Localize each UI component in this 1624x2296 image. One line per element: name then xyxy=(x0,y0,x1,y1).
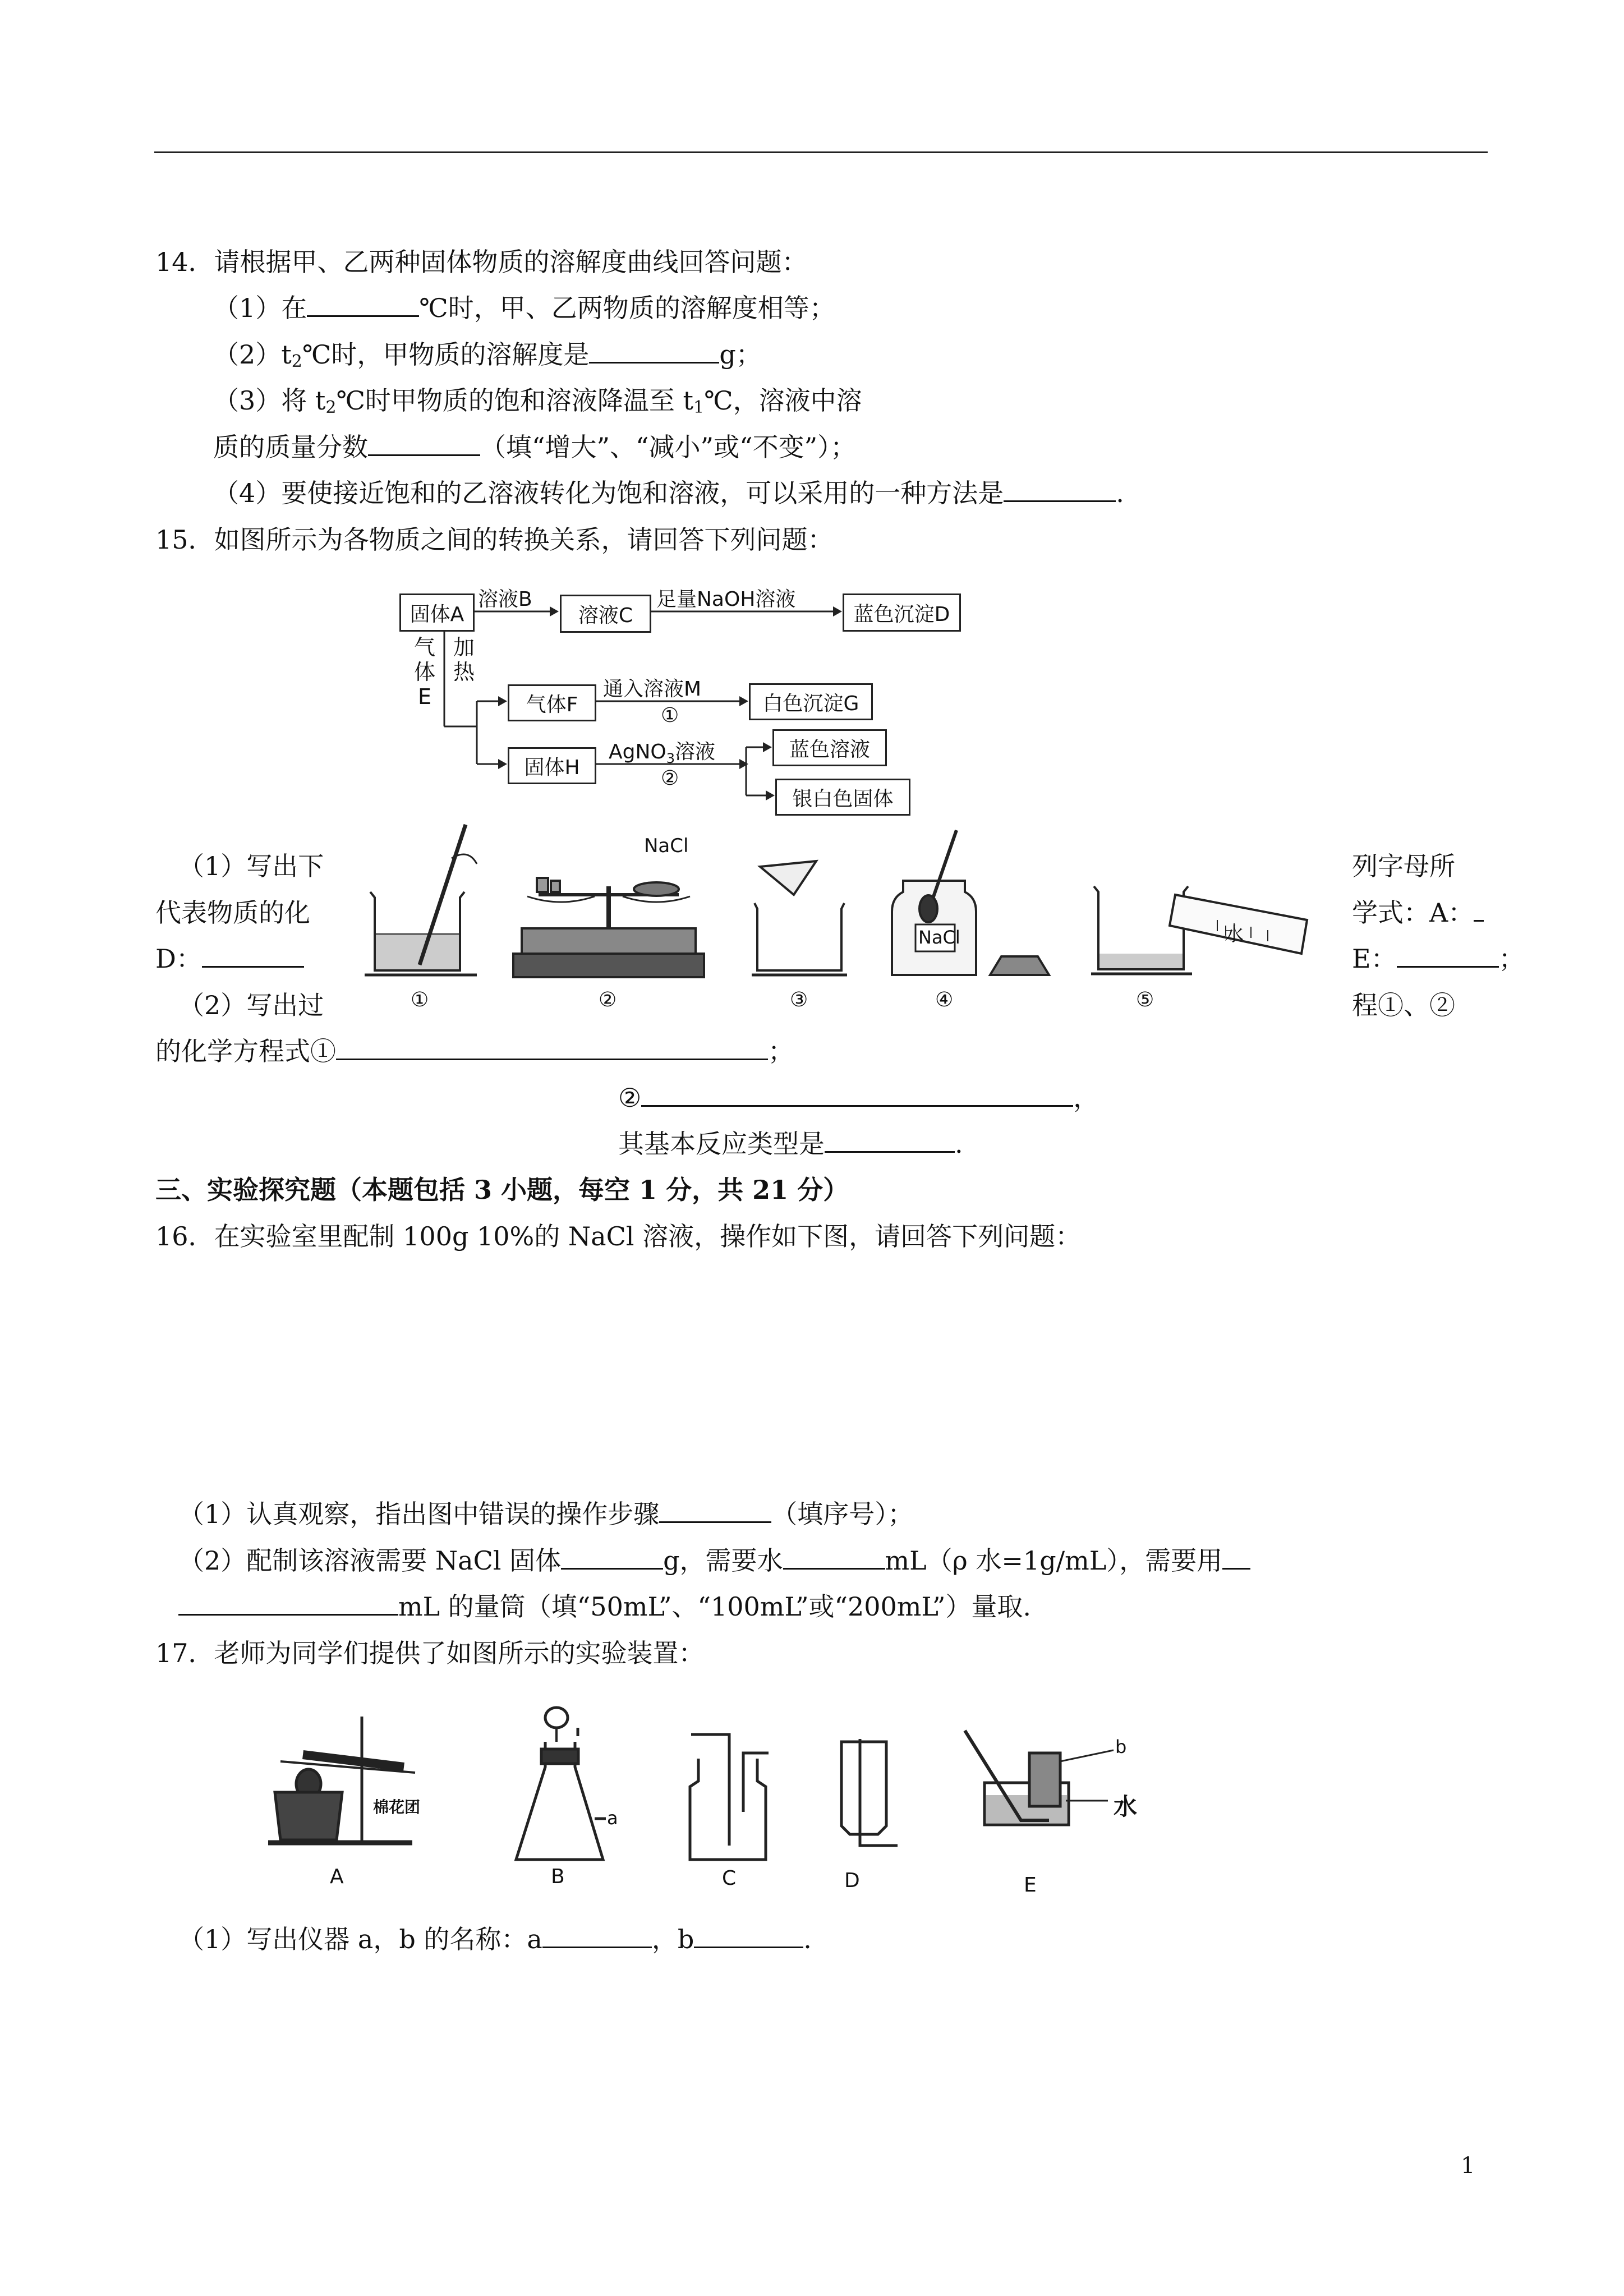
q14-part2: $(2)t_2℃$时，甲物质的溶解度是 g； xyxy=(213,339,762,371)
q16-stem: 16．在实验室里配制 100g 10%的 NaCl 溶液，操作如下图，请回答下列问题： xyxy=(155,1221,1082,1251)
section-3-heading: 三、实验探究题（本题包括 3 小题，每空 1 分，共 21 分） xyxy=(155,1175,849,1205)
label-instrument-a: a xyxy=(607,1807,618,1829)
box-white-precipitate-g: 白色沉淀G xyxy=(749,683,873,720)
label-solution-b: 溶液B xyxy=(478,588,532,611)
q15-row2-right: 学式：A： xyxy=(1352,896,1484,929)
label-naoh: 足量NaOH溶液 xyxy=(656,588,796,611)
q15-row1-right: 列字母所 xyxy=(1352,851,1455,881)
label-step1: ① xyxy=(661,704,679,727)
label-apparatus-d: D xyxy=(844,1869,860,1892)
label-gas-e: 气 体 E xyxy=(413,635,435,709)
box-solid-h: 固体H xyxy=(508,747,596,784)
step-number-1: ① xyxy=(411,988,429,1011)
label-apparatus-c: C xyxy=(722,1867,737,1890)
q15-row7: 其基本反应类型是 . xyxy=(618,1129,963,1159)
step-number-4: ④ xyxy=(935,988,954,1011)
q14-part1: （1）在 ℃时，甲、乙两物质的溶解度相等； xyxy=(213,293,835,323)
label-water-e: 水 xyxy=(1114,1793,1138,1820)
answer-blank[interactable] xyxy=(694,1924,803,1948)
q15-row4-left: （2）写出过 xyxy=(178,990,324,1020)
label-agno3: AgNO$_3$溶液 xyxy=(609,740,716,767)
label-water: 水 xyxy=(1225,923,1244,946)
q15-row1-left: （1）写出下 xyxy=(178,851,324,881)
label-heat: 加 热 xyxy=(453,635,475,684)
label-nacl-bottle: NaCl xyxy=(918,927,960,948)
label-nacl-top: NaCl xyxy=(644,835,689,857)
box-blue-solution: 蓝色溶液 xyxy=(772,729,887,766)
label-instrument-b: b xyxy=(1115,1736,1127,1757)
label-into-m: 通入溶液M xyxy=(603,678,702,701)
label-cotton: 棉花团 xyxy=(373,1798,421,1816)
label-apparatus-a: A xyxy=(330,1865,344,1888)
q15-row4-right: 程①、② xyxy=(1352,990,1455,1020)
q15-row2-left: 代表物质的化 xyxy=(155,898,310,928)
q15-row6: ② ， xyxy=(618,1083,1099,1113)
q16-part2: （2）配制该溶液需要 NaCl 固体 g，需要水 mL（ρ 水=1g/mL），需要用 xyxy=(178,1544,1250,1577)
label-apparatus-b: B xyxy=(551,1865,565,1888)
box-gas-f: 气体F xyxy=(508,684,596,721)
q15-row5: 的化学方程式① ； xyxy=(155,1036,794,1066)
label-step2: ② xyxy=(661,767,679,790)
q15-stem: 15．如图所示为各物质之间的转换关系，请回答下列问题： xyxy=(155,524,834,555)
answer-blank[interactable] xyxy=(542,1924,652,1948)
q14-part3: （3）将 $t_2℃$时甲物质的饱和溶液降温至 $t_1℃$，溶液中溶 xyxy=(213,385,862,417)
box-precipitate-d: 蓝色沉淀D xyxy=(843,593,961,632)
q15-row3-right: E： ； xyxy=(1352,944,1525,974)
box-solid-a: 固体A xyxy=(399,593,475,632)
q14-stem: 14．请根据甲、乙两种固体物质的溶解度曲线回答问题： xyxy=(155,247,808,277)
q17-part1: （1）写出仪器 a，b 的名称：a ，b . xyxy=(178,1924,812,1954)
q14-part3-cont: 质的质量分数 （填“增大”、“减小”或“不变”）； xyxy=(213,432,857,462)
page-number: 1 xyxy=(1461,2153,1475,2179)
q17-stem: 17．老师为同学们提供了如图所示的实验装置： xyxy=(155,1638,705,1668)
box-solution-c: 溶液C xyxy=(560,595,651,633)
step-number-3: ③ xyxy=(790,988,808,1011)
q16-part2-cont: mL 的量筒（填“50mL”、“100mL”或“200mL”）量取. xyxy=(178,1590,1031,1623)
q14-part4: （4）要使接近饱和的乙溶液转化为饱和溶液，可以采用的一种方法是 . xyxy=(213,478,1124,508)
label-apparatus-e: E xyxy=(1024,1874,1037,1897)
q15-row3-left: D： xyxy=(155,942,304,975)
q16-part1: （1）认真观察，指出图中错误的操作步骤 （填序号）； xyxy=(178,1499,914,1529)
step-number-2: ② xyxy=(599,988,617,1011)
box-silver-solid: 银白色固体 xyxy=(775,779,910,816)
step-number-5: ⑤ xyxy=(1136,988,1154,1011)
